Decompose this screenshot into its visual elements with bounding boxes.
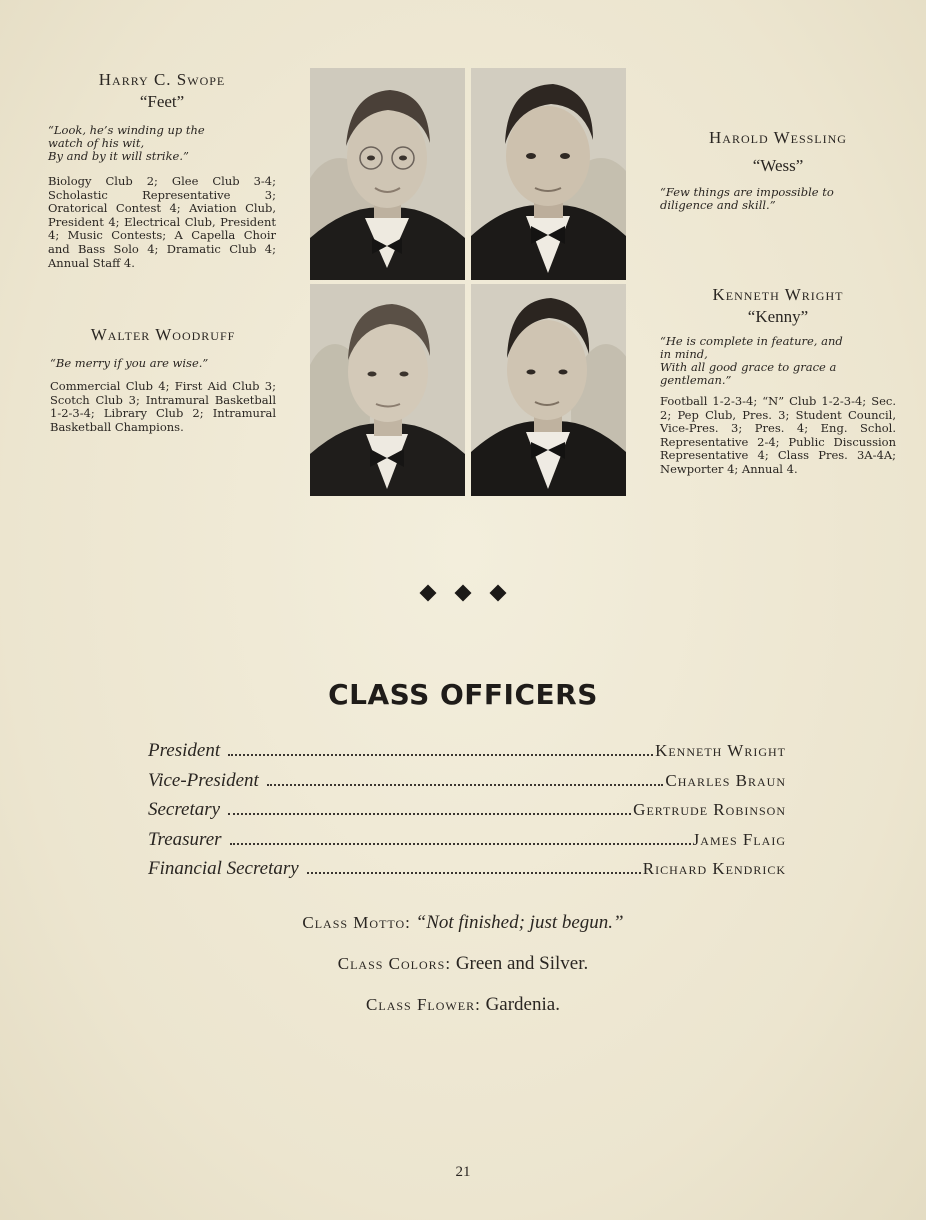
- portrait-photo: [310, 68, 465, 280]
- flower-value: Gardenia.: [485, 994, 560, 1015]
- officer-name: Kenneth Wright: [655, 741, 786, 760]
- portrait-image: [471, 284, 626, 496]
- page-number: 21: [455, 1164, 471, 1180]
- class-flower: [0, 994, 926, 1016]
- officer-name: James Flaig: [692, 829, 786, 849]
- officers-list: [148, 740, 786, 888]
- flower-label: Class Flower:: [366, 995, 481, 1014]
- senior-activities: Commercial Club 4; First Aid Club 3; Scotch Club 3; Intramural Basketball 1-2-3-4; Library Club 2; Intramural Basketball Champions.: [50, 379, 276, 434]
- motto-label: Class Motto:: [302, 913, 411, 932]
- class-motto: [0, 912, 926, 934]
- officer-name: Charles Braun: [665, 770, 786, 790]
- class-info: [0, 912, 926, 1035]
- senior-name: Harold Wessling: [709, 128, 847, 147]
- senior-entry-woodruff: [50, 325, 276, 434]
- officer-name: Gertrude Robinson: [633, 800, 786, 819]
- dot-leader: [267, 784, 664, 786]
- senior-quote: “He is complete in feature, and in mind, With all good grace to grace a gentleman.”: [660, 334, 843, 387]
- motto-value: “Not finished; just begun.”: [415, 912, 624, 933]
- senior-name: Walter Woodruff: [90, 325, 236, 344]
- senior-quote: “Look, he’s winding up the watch of his wit, By and by it will strike.”: [48, 123, 205, 163]
- diamond-icon: [455, 585, 472, 602]
- officer-row: [148, 740, 786, 770]
- senior-name: Kenneth Wright: [712, 285, 844, 304]
- senior-entry-swope: [48, 70, 276, 270]
- diamond-divider: [0, 584, 926, 603]
- portrait-photo: [471, 68, 626, 280]
- officer-name: Richard Kendrick: [642, 859, 786, 878]
- portrait-image: [471, 68, 626, 280]
- officers-title: CLASS OFFICERS: [328, 678, 598, 711]
- senior-entry-wessling: [660, 128, 896, 224]
- diamond-icon: [419, 585, 436, 602]
- senior-activities: Biology Club 2; Glee Club 3-4; Scholastic Representative 3; Oratorical Contest 4; Aviation Club, President 4; Electrical Club, President 4; Music Contests; A Capella Choir and Bass Solo 4; Dramatic Club 4; Annual Staff 4.: [48, 174, 276, 270]
- officer-role: Financial Secretary: [148, 858, 299, 879]
- class-colors: [0, 953, 926, 975]
- dot-leader: [230, 843, 691, 845]
- portrait-photo: [310, 284, 465, 496]
- senior-nickname: “Feet”: [139, 92, 185, 111]
- portrait-image: [310, 284, 465, 496]
- senior-entry-wright: [660, 285, 896, 477]
- dot-leader: [228, 813, 631, 815]
- senior-quote: “Be merry if you are wise.”: [50, 356, 209, 370]
- officer-role: Secretary: [148, 799, 221, 820]
- senior-quote: “Few things are impossible to diligence and skill.”: [660, 185, 834, 212]
- dot-leader: [228, 754, 653, 756]
- colors-label: Class Colors:: [337, 954, 452, 973]
- officer-row: [148, 858, 786, 888]
- portrait-grid: [310, 68, 628, 498]
- senior-name: Harry C. Swope: [98, 70, 226, 89]
- senior-activities: Football 1-2-3-4; “N” Club 1-2-3-4; Sec. 2; Pep Club, Pres. 3; Student Council, Vice-Pres. 3; Pres. 4; Eng. Schol. Representative 2-4; Public Discussion Representative 4; Class Pres. 3A-4A; Newporter 4; Annual 4.: [660, 394, 896, 476]
- officer-role: Vice-President: [148, 769, 259, 791]
- colors-value: Green and Silver.: [455, 953, 589, 974]
- officer-row: [148, 770, 786, 800]
- senior-nickname: “Kenny”: [747, 307, 809, 326]
- officer-row: [148, 799, 786, 829]
- officer-role: Treasurer: [148, 828, 222, 850]
- diamond-icon: [490, 585, 507, 602]
- officer-role: President: [148, 740, 221, 761]
- officer-row: [148, 829, 786, 859]
- portrait-image: [310, 68, 465, 280]
- senior-nickname: “Wess”: [752, 156, 804, 175]
- dot-leader: [307, 872, 641, 874]
- portrait-photo: [471, 284, 626, 496]
